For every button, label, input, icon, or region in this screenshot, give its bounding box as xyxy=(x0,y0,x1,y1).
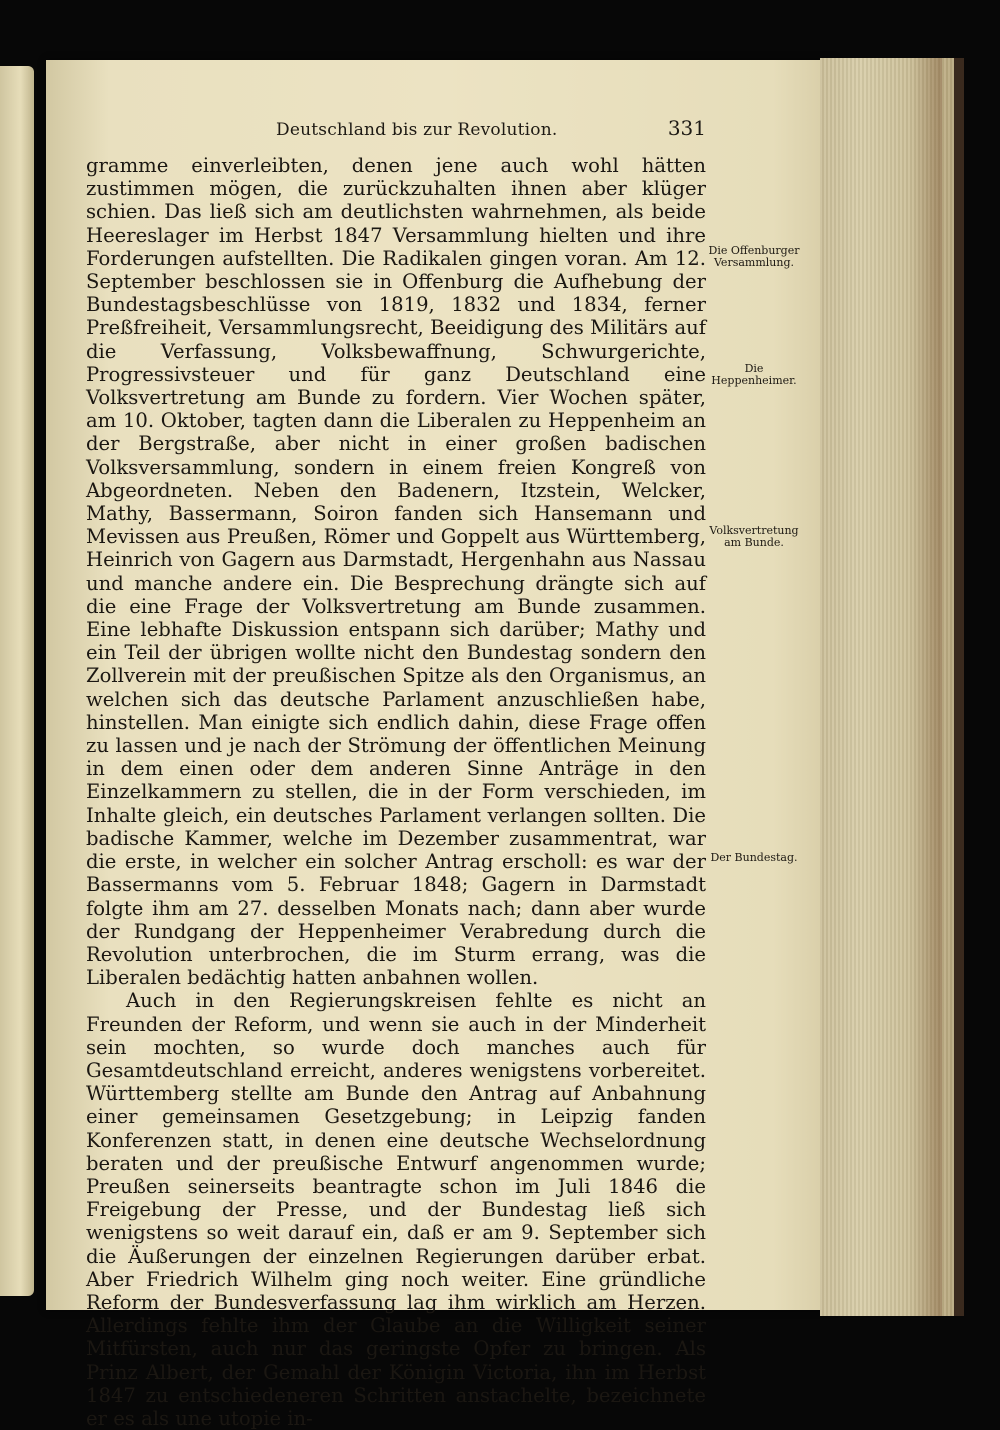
page-header xyxy=(276,116,706,144)
page-block-edge xyxy=(820,58,964,1316)
left-page-edge xyxy=(0,66,34,1296)
marginal-note-bundestag: Der Bundestag. xyxy=(710,851,798,864)
marginal-note-heppenheim: Die Heppenheimer. xyxy=(711,362,797,387)
marginal-note-volksvertretung: Volksvertretung am Bunde. xyxy=(709,524,799,549)
running-title: Deutschland bis zur Revolution. xyxy=(276,120,558,140)
page-number: 331 xyxy=(667,116,706,140)
body-text xyxy=(86,154,706,1430)
paragraph: gramme einverleibten, denen jene auch wohl hätten zustimmen mögen, die zurückzuhalten ihnen aber klüger schien. Das ließ sich am deutlichsten wahrnehmen, als beide Heereslager im Herbst 1847 Versammlung hielten und ihre Forderungen aufstellten. Die Radikalen gingen voran. Am 12. September beschlossen sie in Offenburg die Aufhebung der Bundestagsbeschlüsse von 1819, 1832 und 1834, ferner Preßfreiheit, Versammlungsrecht, Beeidigung des Militärs auf die Verfassung, Volksbewaffnung, Schwurgerichte, Progressivsteuer und für ganz Deutschland eine Volksvertretung am Bunde zu fordern. Vier Wochen später, am 10. Oktober, tagten dann die Liberalen zu Heppenheim an der Bergstraße, aber nicht in einer großen badischen Volksversammlung, sondern in einem freien Kongreß von Abgeordneten. Neben den Badenern, Itzstein, Welcker, Mathy, Bassermann, Soiron fanden sich Hansemann und Mevissen aus Preußen, Römer und Goppelt aus Württemberg, Heinrich von Gagern aus Darmstadt, Hergenhahn aus Nassau und manche andere ein. Die Besprechung drängte sich auf die eine Frage der Volksvertretung am Bunde zusammen. Eine lebhafte Diskussion entspann sich darüber; Mathy und ein Teil der übrigen wollte nicht den Bundestag sondern den Zollverein mit der preußischen Spitze als den Organismus, an welchen sich das deutsche Parlament anzuschließen habe, hinstellen. Man einigte sich endlich dahin, diese Frage offen zu lassen und je nach der Strömung der öffentlichen Meinung in dem einen oder dem anderen Sinne Anträge in den Einzelkammern zu stellen, die in der Form verschieden, im Inhalte gleich, ein deutsches Parlament verlangen sollten. Die badische Kammer, welche im Dezember zusammentrat, war die erste, in welcher ein solcher Antrag erscholl: es war der Bassermanns vom 5. Februar 1848; Gagern in Darmstadt folgte ihm am 27. desselben Monats nach; dann aber wurde der Rundgang der Heppenheimer Verabredung durch die Revolution unterbrochen, die im Sturm errang, was die Liberalen bedächtig hatten anbahnen wollen. xyxy=(86,154,706,990)
marginal-note-offenburg: Die Offenburger Versammlung. xyxy=(708,244,800,269)
paragraph: Auch in den Regierungskreisen fehlte es nicht an Freunden der Reform, und wenn sie auch in der Minderheit sein mochten, so wurde doch manches auch für Gesamtdeutschland erreicht, anderes wenigstens vorbereitet. Württemberg stellte am Bunde den Antrag auf Anbahnung einer gemeinsamen Gesetzgebung; in Leipzig fanden Konferenzen statt, in denen eine deutsche Wechselordnung beraten und der preußische Entwurf angenommen wurde; Preußen seinerseits beantragte schon im Juli 1846 die Freigebung der Presse, und der Bundestag ließ sich wenigstens so weit darauf ein, daß er am 9. September sich die Äußerungen der einzelnen Regierungen darüber erbat. Aber Friedrich Wilhelm ging noch weiter. Eine gründliche Reform der Bundesverfassung lag ihm wirklich am Herzen. Allerdings fehlte ihm der Glaube an die Willigkeit seiner Mitfürsten, auch nur das geringste Opfer zu bringen. Als Prinz Albert, der Gemahl der Königin Victoria, ihn im Herbst 1847 zu entschiedeneren Schritten anstachelte, bezeichnete er es als une utopie in- xyxy=(86,989,706,1430)
binding-stain xyxy=(912,58,942,1316)
